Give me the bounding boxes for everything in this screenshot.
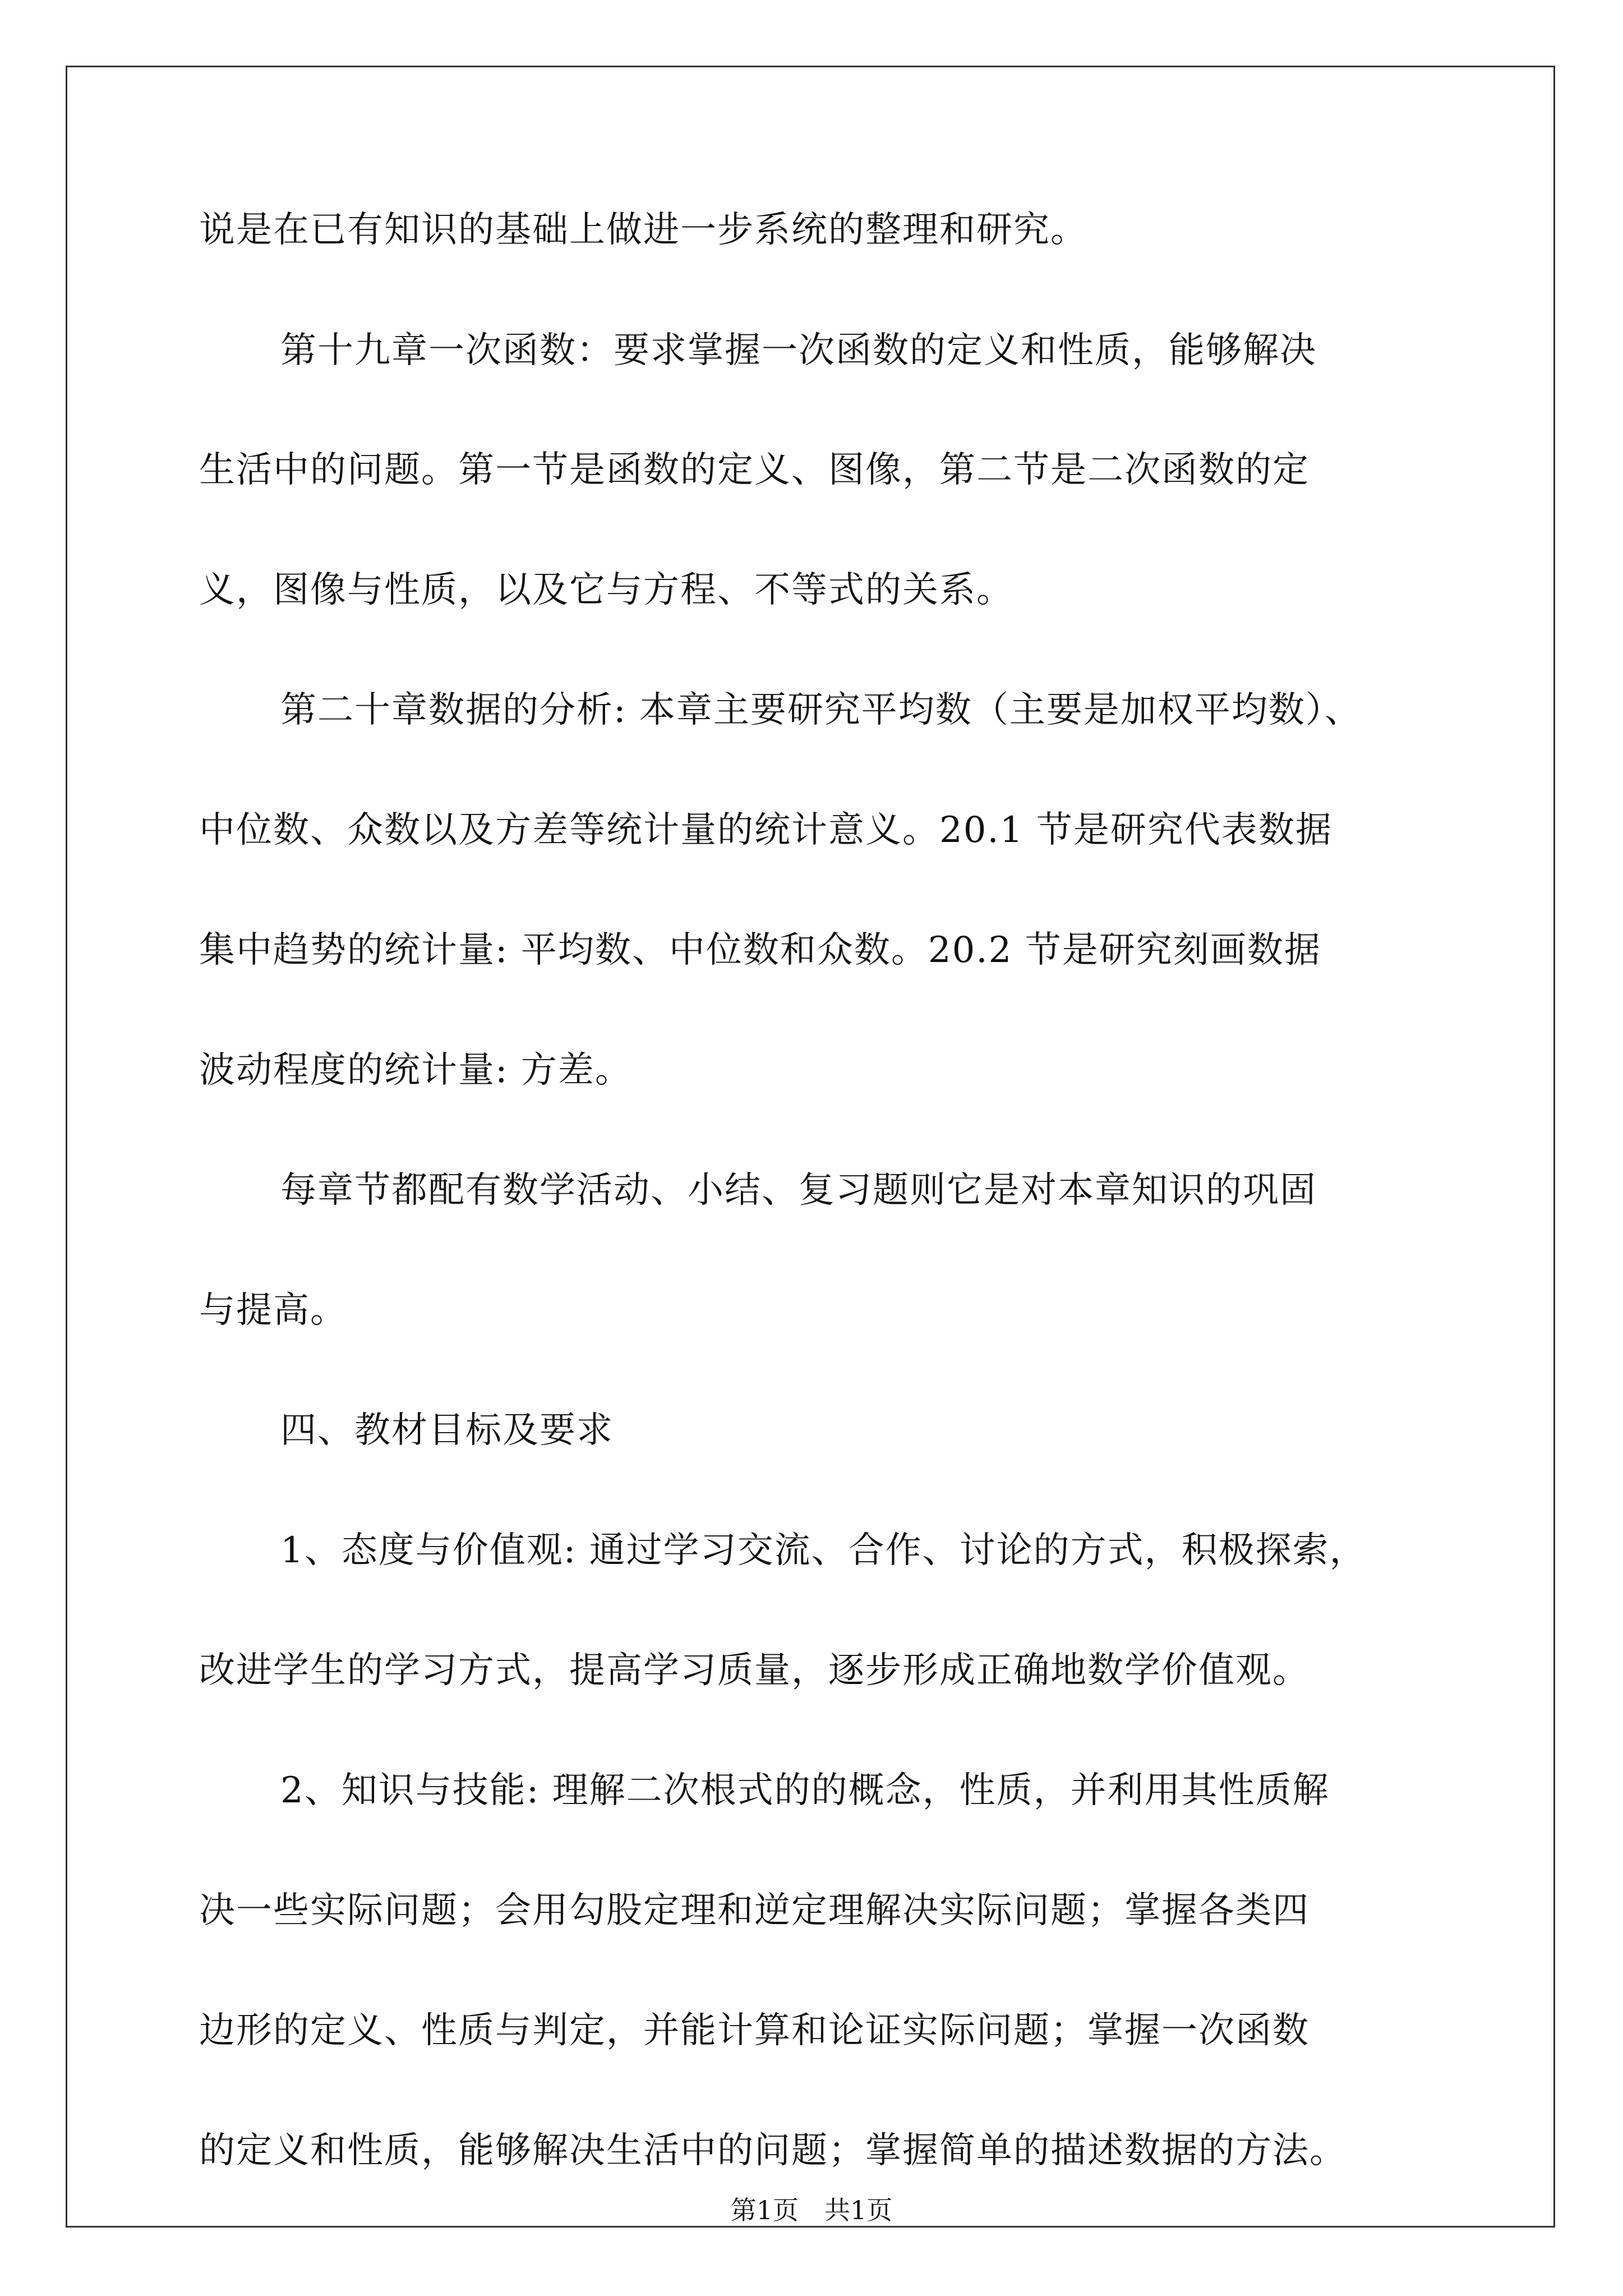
text-line: 第二十章数据的分析: 本章主要研究平均数（主要是加权平均数）、 (280, 689, 1362, 731)
text-line: 中位数、众数以及方差等统计量的统计意义。20.1 节是研究代表数据 (199, 809, 1332, 851)
text-line: 每章节都配有数学活动、小结、复习题则它是对本章知识的巩固 (280, 1170, 1317, 1211)
text-line: 集中趋势的统计量: 平均数、中位数和众数。20.2 节是研究刻画数据 (199, 930, 1321, 971)
text-line: 生活中的问题。第一节是函数的定义、图像，第二节是二次函数的定 (199, 449, 1310, 491)
text-line: 波动程度的统计量: 方差。 (199, 1050, 632, 1091)
text-line: 第十九章一次函数：要求掌握一次函数的定义和性质，能够解决 (280, 330, 1317, 371)
section-heading: 四、教材目标及要求 (280, 1410, 614, 1451)
text-line: 义，图像与性质，以及它与方程、不等式的关系。 (199, 569, 1013, 611)
text-line: 与提高。 (199, 1290, 347, 1331)
text-line: 决一些实际问题；会用勾股定理和逆定理解决实际问题；掌握各类四 (199, 1890, 1310, 1931)
text-line: 1、态度与价值观: 通过学习交流、合作、讨论的方式，积极探索， (280, 1530, 1367, 1571)
page-number-footer: 第1页 共1页 (730, 2195, 893, 2225)
text-line: 边形的定义、性质与判定，并能计算和论证实际问题；掌握一次函数 (199, 2010, 1310, 2051)
text-line: 的定义和性质，能够解决生活中的问题；掌握简单的描述数据的方法。 (199, 2130, 1347, 2171)
text-line: 2、知识与技能: 理解二次根式的的概念，性质，并利用其性质解 (280, 1770, 1330, 1811)
text-line: 说是在已有知识的基础上做进一步系统的整理和研究。 (199, 209, 1087, 251)
text-line: 改进学生的学习方式，提高学习质量，逐步形成正确地数学价值观。 (199, 1650, 1310, 1691)
